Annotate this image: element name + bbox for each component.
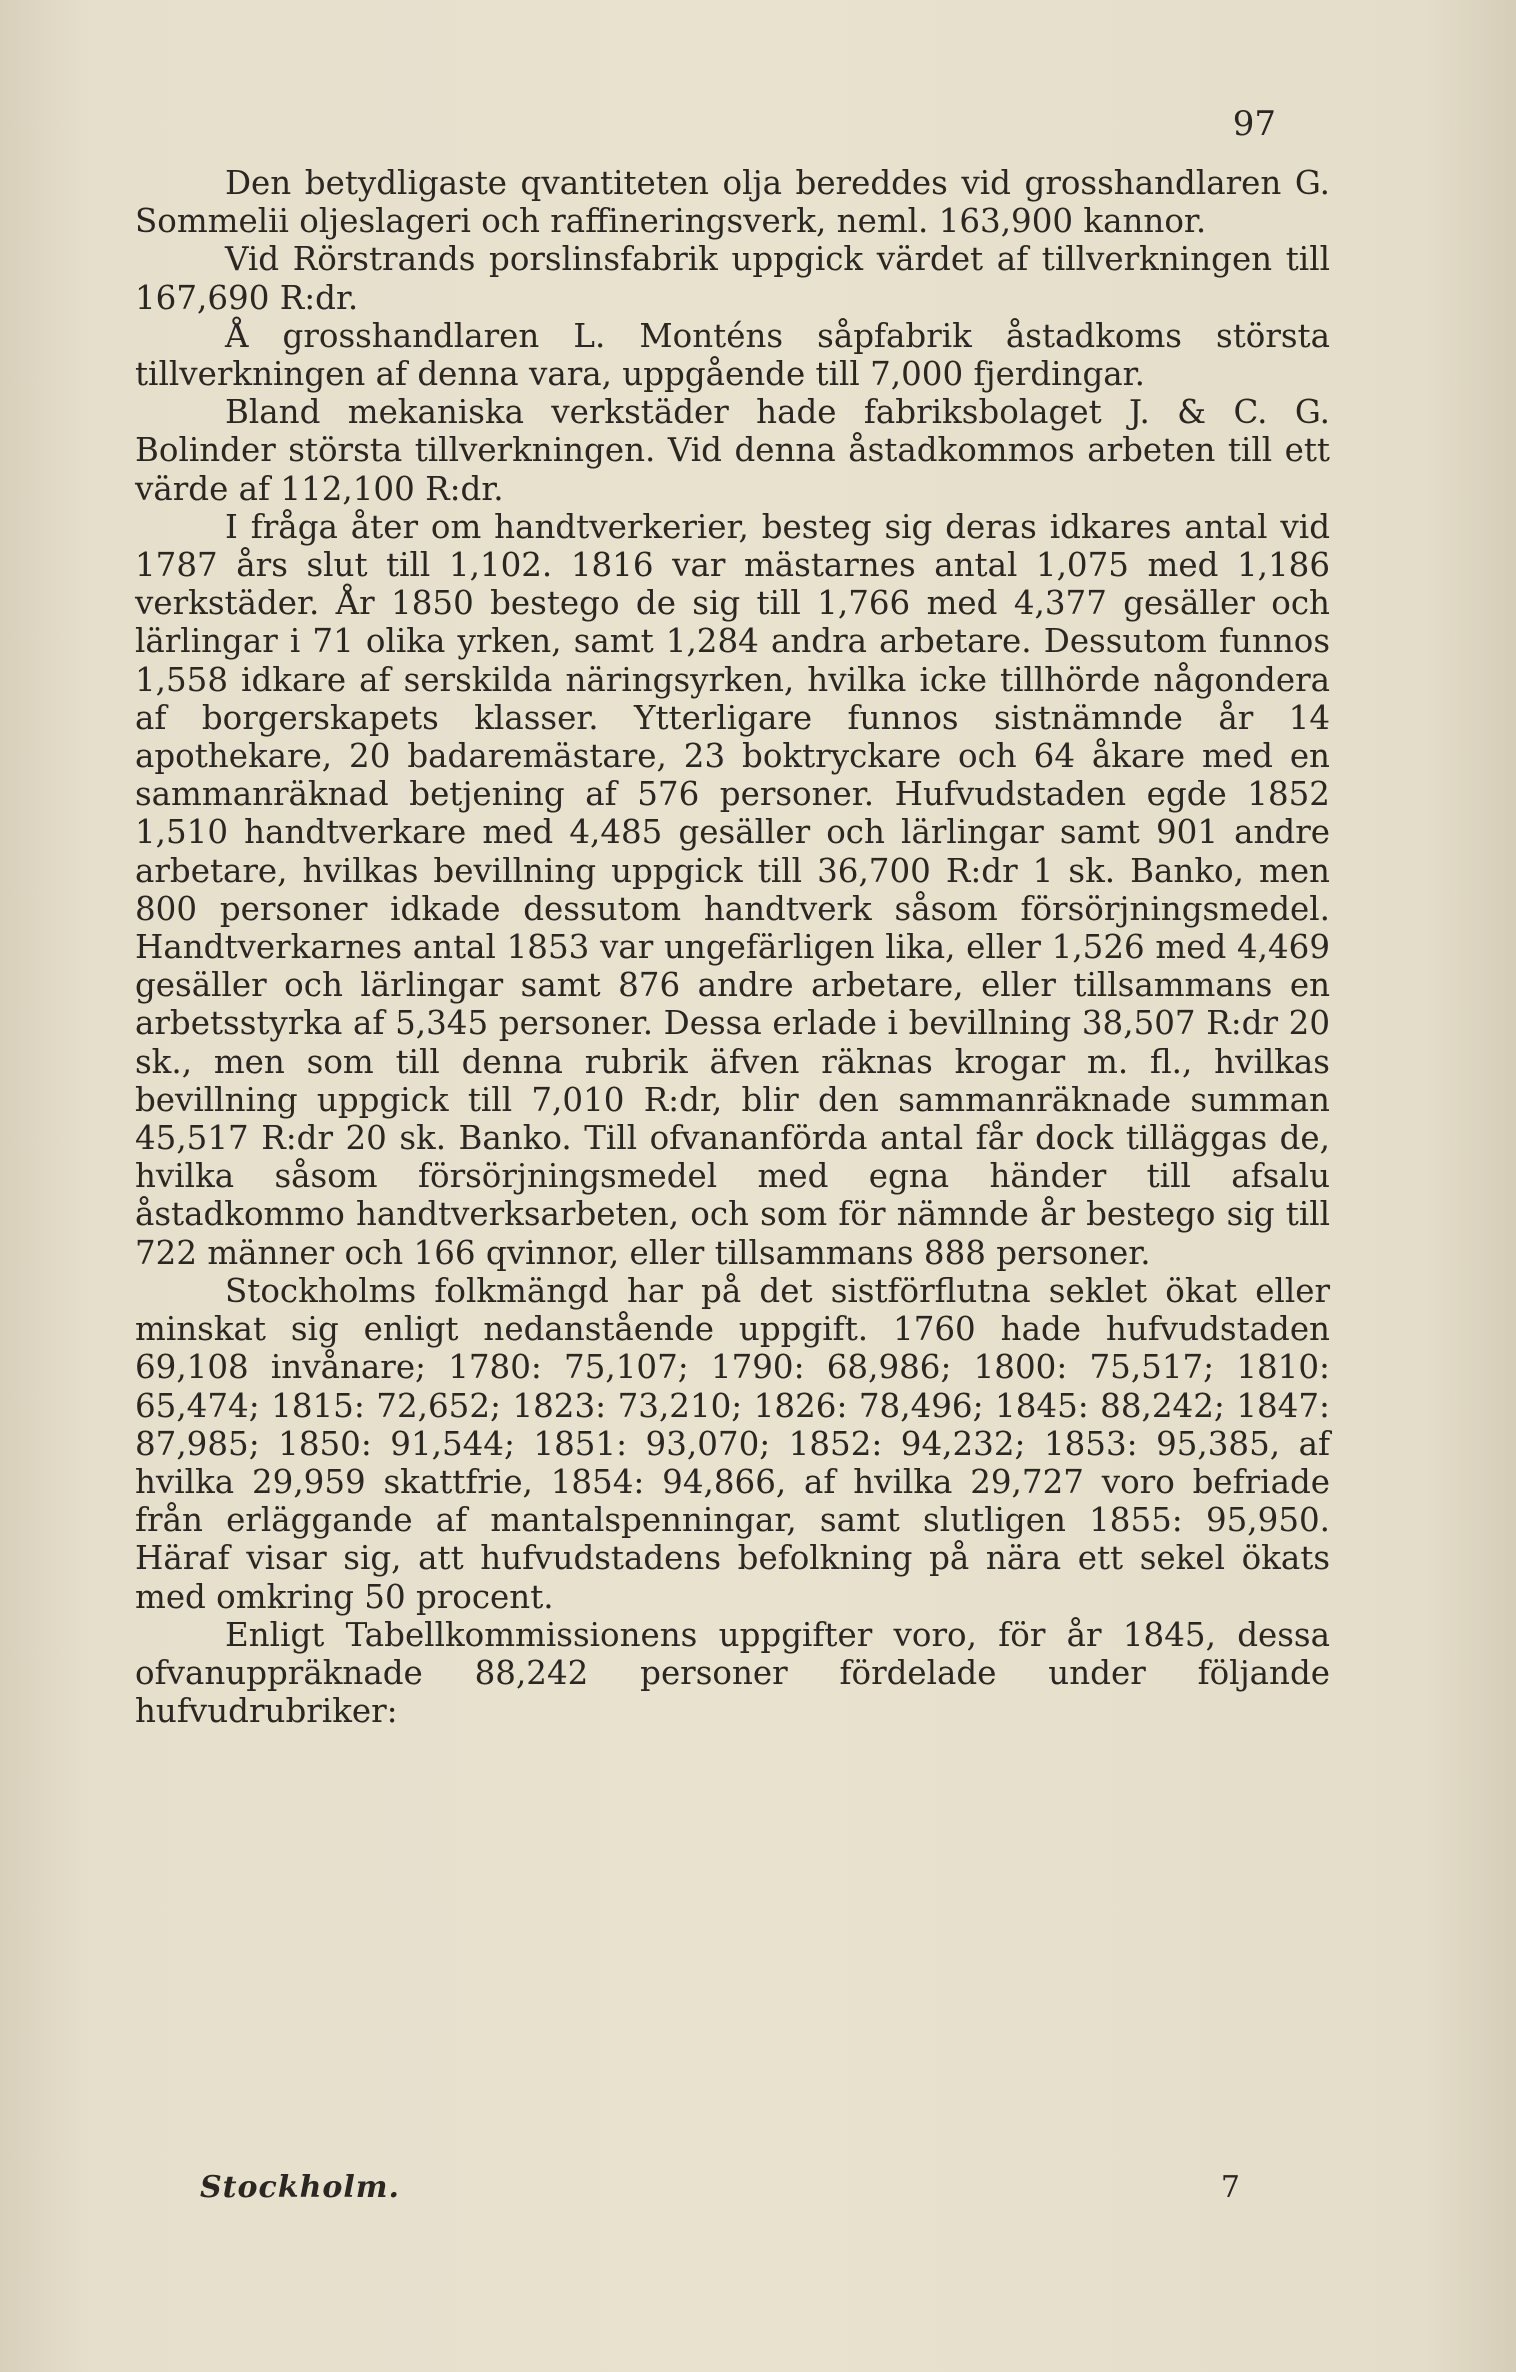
paragraph: Bland mekaniska verkstäder hade fabriksbolaget J. & C. G. Bolinder största tillverkningen. Vid denna åstadkommos arbeten till ett värde af 112,100 R:dr. bbox=[135, 393, 1330, 508]
paragraph: Å grosshandlaren L. Monténs såpfabrik åstadkoms största tillverkningen af denna vara, uppgående till 7,000 fjerdingar. bbox=[135, 316, 1330, 394]
paragraph: Vid Rörstrands porslinsfabrik uppgick värdet af tillverkningen till 167,690 R:dr. bbox=[135, 240, 1330, 317]
paragraph: Enligt Tabellkommissionens uppgifter voro, för år 1845, dessa ofvanuppräknade 88,242 personer fördelade under följande hufvudrubriker: bbox=[135, 1615, 1330, 1731]
sheet-number: 7 bbox=[1220, 2170, 1240, 2205]
body-text bbox=[135, 164, 1330, 1730]
paragraph: Den betydligaste qvantiteten olja bereddes vid grosshandlaren G. Sommelii oljeslageri och raffineringsverk, neml. 163,900 kannor. bbox=[135, 164, 1330, 241]
paragraph: Stockholms folkmängd har på det sistförflutna seklet ökat eller minskat sig enligt nedanstående uppgift. 1760 hade hufvudstaden 69,108 invånare; 1780: 75,107; 1790: 68,986; 1800: 75,517; 1810: 65,474; 1815: 72,652; 1823: 73,210; 1826: 78,496; 1845: 88,242; 1847: 87,985; 1850: 91,544; 1851: 93,070; 1852: 94,232; 1853: 95,385, af hvilka 29,959 skattfrie, 1854: 94,866, af hvilka 29,727 voro befriade från erläggande af mantalspenningar, samt slutligen 1855: 95,950. Häraf visar sig, att hufvudstadens befolkning på nära ett sekel ökats med omkring 50 procent. bbox=[135, 1271, 1330, 1616]
signature-mark: Stockholm. bbox=[200, 2170, 400, 2205]
footer bbox=[200, 2170, 1240, 2205]
paragraph: I fråga åter om handtverkerier, besteg sig deras idkares antal vid 1787 års slut till 1,102. 1816 var mästarnes antal 1,075 med 1,186 verkstäder. År 1850 bestego de sig till 1,766 med 4,377 gesäller och lärlingar i 71 olika yrken, samt 1,284 andra arbetare. Dessutom funnos 1,558 idkare af serskilda näringsyrken, hvilka icke tillhörde någondera af borgerskapets klasser. Ytterligare funnos sistnämnde år 14 apothekare, 20 badaremästare, 23 boktryckare och 64 åkare med en sammanräknad betjening af 576 personer. Hufvudstaden egde 1852 1,510 handtverkare med 4,485 gesäller och lärlingar samt 901 andre arbetare, hvilkas bevillning uppgick till 36,700 R:dr 1 sk. Banko, men 800 personer idkade dessutom handtverk såsom försörjningsmedel. Handtverkarnes antal 1853 var ungefärligen lika, eller 1,526 med 4,469 gesäller och lärlingar samt 876 andre arbetare, eller tillsammans en arbetsstyrka af 5,345 personer. Dessa erlade i bevillning 38,507 R:dr 20 sk., men som till denna rubrik äfven räknas krogar m. fl., hvilkas bevillning uppgick till 7,010 R:dr, blir den sammanräknade summan 45,517 R:dr 20 sk. Banko. Till ofvananförda antal får dock tilläggas de, hvilka såsom försörjningsmedel med egna händer till afsalu åstadkommo handtverksarbeten, och som för nämnde år bestego sig till 722 männer och 166 qvinnor, eller tillsammans 888 personer. bbox=[135, 507, 1330, 1272]
page-number: 97 bbox=[1232, 104, 1276, 144]
